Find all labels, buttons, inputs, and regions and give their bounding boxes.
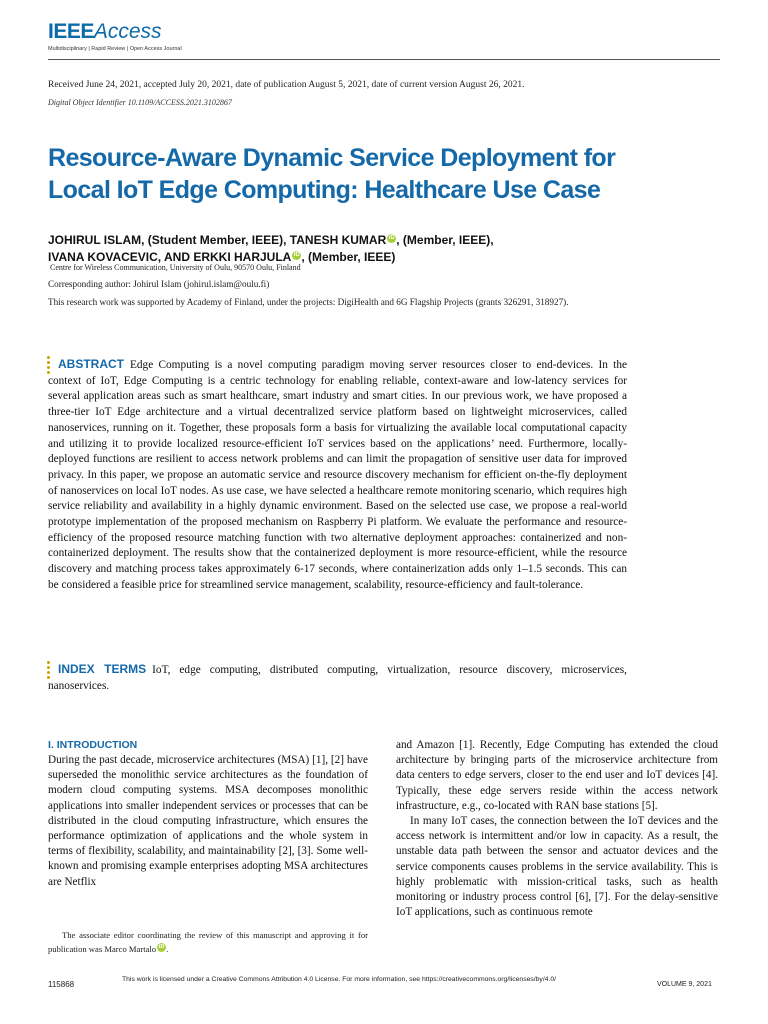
logo-access-text: Access — [93, 20, 162, 43]
doi-line: Digital Object Identifier 10.1109/ACCESS.2021.3102867 — [48, 98, 232, 107]
intro-paragraph-1-continued: and Amazon [1]. Recently, Edge Computing has extended the cloud architecture by bringing parts of the microservice architecture from data centers to edge servers, closer to the end user and IoT devices [4]. Typically, these edge servers reside within the access network infrastructure, e.g., co-located with RAN base stations [5]. — [396, 739, 718, 812]
header-divider — [48, 59, 720, 60]
body-column-left — [48, 738, 368, 890]
editor-footnote — [48, 928, 368, 956]
author-list — [48, 232, 708, 266]
abstract — [48, 357, 627, 594]
authors-part-2: , (Member, IEEE), — [396, 233, 494, 247]
title-line-1: Resource-Aware Dynamic Service Deployment for — [48, 144, 616, 172]
authors-part-1: JOHIRUL ISLAM, (Student Member, IEEE), TANESH KUMAR — [48, 233, 387, 247]
section-heading-introduction: I. INTRODUCTION — [48, 739, 138, 751]
volume-label: VOLUME 9, 2021 — [657, 981, 712, 988]
paper-title — [48, 142, 728, 206]
logo-tagline: Multidisciplinary | Rapid Review | Open Access Journal — [48, 46, 182, 52]
logo-ieee-text: IEEE — [48, 20, 94, 43]
intro-paragraph-2: In many IoT cases, the connection between the IoT devices and the access network is intermittent and/or low in capacity. As a result, the unstable data path between the sensor and actuator devices and the service components causes problems in the service availability. This is highly problematic with mission-critical tasks, such as health monitoring or industry process control [6], [7]. For the delay-sensitive IoT applications, such as continuous remote — [396, 815, 718, 919]
body-column-right — [396, 738, 718, 920]
index-terms — [48, 662, 627, 694]
journal-logo — [48, 20, 228, 56]
title-line-2: Local IoT Edge Computing: Healthcare Use Case — [48, 176, 601, 204]
affiliation: Centre for Wireless Communication, University of Oulu, 90570 Oulu, Finland — [50, 263, 301, 272]
abstract-label: ABSTRACT — [58, 357, 124, 371]
index-terms-text: IoT, edge computing, distributed computing, virtualization, resource discovery, microservices, nanoservices. — [48, 664, 627, 692]
orcid-icon[interactable]: iD — [293, 252, 300, 258]
intro-paragraph-1: During the past decade, microservice architectures (MSA) [1], [2] have superseded the monolithic service architectures as the foundation of modern cloud computing systems. MSA decomposes monolithic applications into smaller independent services or processes that can be distributed in the cloud computing infrastructure, which ensures the performance optimization of applications and the whole system in terms of flexibility, scalability, and maintainability [2], [3]. Some well-known and promising example enterprises adopting MSA architectures are Netflix — [48, 754, 368, 888]
authors-part-4: , (Member, IEEE) — [301, 250, 396, 264]
orcid-icon[interactable]: iD — [158, 944, 165, 951]
authors-part-3: IVANA KOVACEVIC, AND ERKKI HARJULA — [48, 250, 292, 264]
footnote-text: The associate editor coordinating the review of this manuscript and approving it for publication was Marco Martalo — [48, 930, 368, 954]
footnote-end: . — [166, 944, 169, 954]
page-number: 115868 — [48, 980, 75, 989]
orcid-icon[interactable]: iD — [388, 235, 395, 241]
received-dates: Received June 24, 2021, accepted July 20, 2021, date of publication August 5, 2021, date of current version August 26, 2021. — [48, 80, 525, 90]
corresponding-author: Corresponding author: Johirul Islam (johirul.islam@oulu.fi) — [48, 279, 270, 289]
index-terms-label: INDEX TERMS — [58, 662, 147, 676]
abstract-text: Edge Computing is a novel computing paradigm moving server resources closer to end-devices. In the context of IoT, Edge Computing is a centric technology for enabling reliable, context-aware and low-latency services for several application areas such as smart healthcare, smart industry and smart cities. In our previous work, we have proposed a three-tier IoT Edge architecture and a virtual decentralized service platform based on lightweight microservices, called nanoservices, running on it. Together, these proposals form a basis for virtualizing the available local computational capacity and utilizing it to provide localized resource-efficient IoT services based on the applications’ need. Furthermore, locally-deployed functions are resilient to access network problems and can limit the propagation of sensitive user data for improved privacy. In this paper, we propose an automatic service and resource discovery mechanism for efficient on-the-fly deployment of nanoservices on local IoT nodes. As use case, we have selected a healthcare remote monitoring scenario, which requires high service reliability and availability in a highly dynamic environment. Based on the selected use case, we propose a real-world prototype implementation of the proposed mechanism on Raspberry Pi platform. We evaluate the performance and resource-efficiency of the proposed resource matching function with two alternative deployment approaches: containerized and non-containerized deployment. The results show that the containerized deployment is more resource-efficient, while the resource discovery and matching process takes approximately 6-17 seconds, where containerization adds only 1–1.5 seconds. This can be considered a feasible price for streamlined service management, scalability, resource-efficiency and fault-tolerance. — [48, 359, 627, 591]
license-notice[interactable]: This work is licensed under a Creative Commons Attribution 4.0 License. For more information, see https://creativecommons.org/licenses/by/4.0/ — [122, 976, 557, 983]
funding-statement: This research work was supported by Academy of Finland, under the projects: DigiHealth and 6G Flagship Projects (grants 326291, 318927). — [48, 297, 569, 307]
